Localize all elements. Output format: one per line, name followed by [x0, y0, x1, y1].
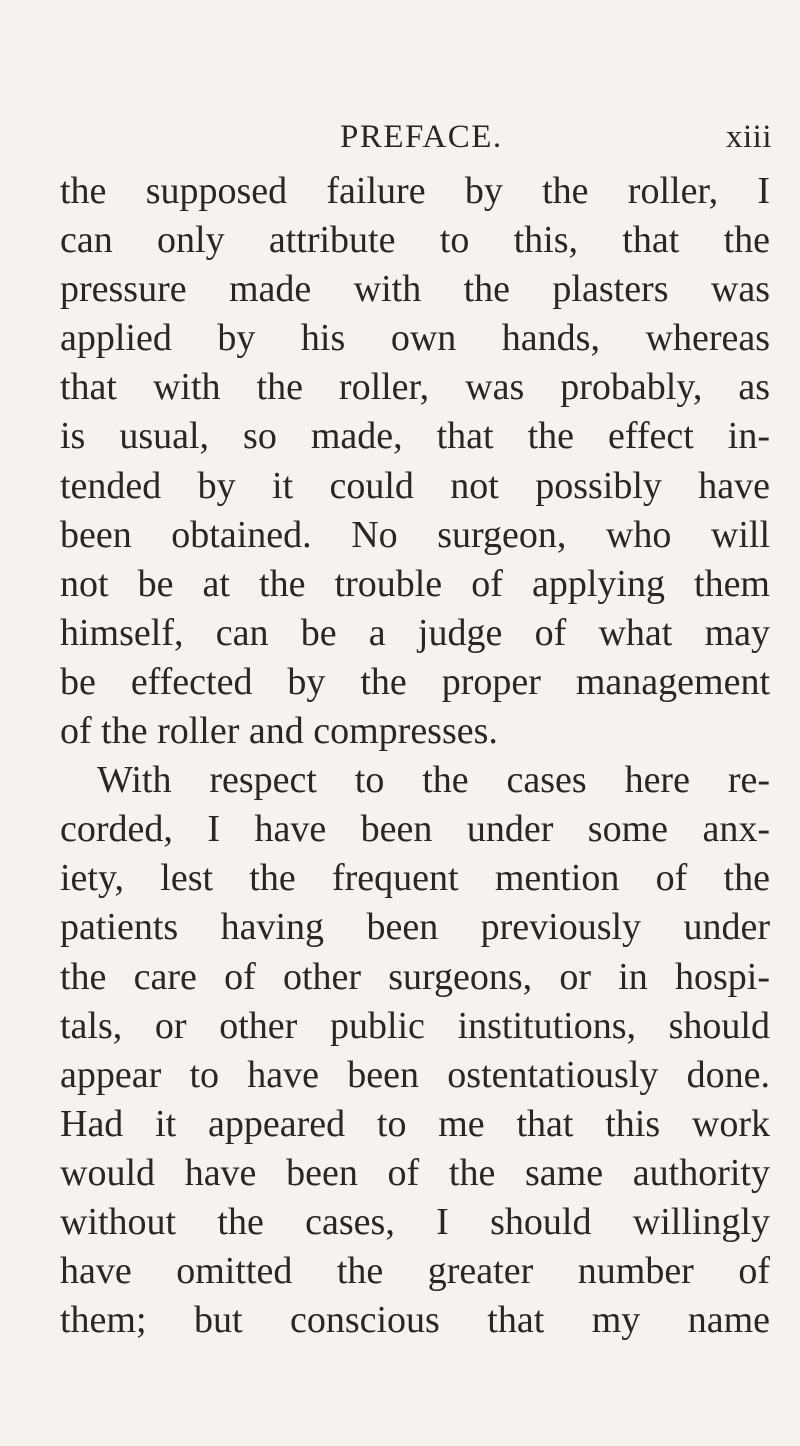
text-line: the supposed failure by the roller, I [60, 170, 770, 212]
text-line: appear to have been ostentatiously done. [60, 1053, 770, 1096]
text-line: corded, I have been under some anx- [60, 808, 770, 851]
text-line: pressure made with the plasters was [60, 268, 770, 311]
text-line: the care of other surgeons, or in hospi- [60, 955, 770, 998]
page-number: xiii [726, 119, 773, 155]
text-line: Had it appeared to me that this work [60, 1102, 770, 1145]
text-line: be effected by the proper management [60, 660, 770, 703]
text-line: patients having been previously under [60, 906, 770, 949]
text-line: not be at the trouble of applying them [60, 562, 770, 605]
text-line: can only attribute to this, that the [60, 219, 770, 262]
text-line: have omitted the greater number of [60, 1250, 770, 1293]
text-line: of the roller and compresses. [60, 710, 498, 753]
text-line: without the cases, I should willingly [60, 1200, 770, 1243]
text-line: tended by it could not possibly have [60, 464, 770, 507]
text-line: them; but conscious that my name [60, 1299, 770, 1342]
text-line: With respect to the cases here re- [97, 759, 770, 802]
running-title: PREFACE. [340, 119, 503, 155]
text-line: that with the roller, was probably, as [60, 366, 770, 409]
text-line: is usual, so made, that the effect in- [60, 415, 770, 458]
text-line: himself, can be a judge of what may [60, 611, 770, 654]
text-line: applied by his own hands, whereas [60, 317, 770, 360]
body-text [60, 167, 770, 1345]
text-line: been obtained. No surgeon, who will [60, 513, 770, 556]
text-line: tals, or other public institutions, should [60, 1004, 770, 1047]
text-line: iety, lest the frequent mention of the [60, 857, 770, 900]
running-header [340, 112, 780, 162]
text-line: would have been of the same authority [60, 1151, 770, 1194]
